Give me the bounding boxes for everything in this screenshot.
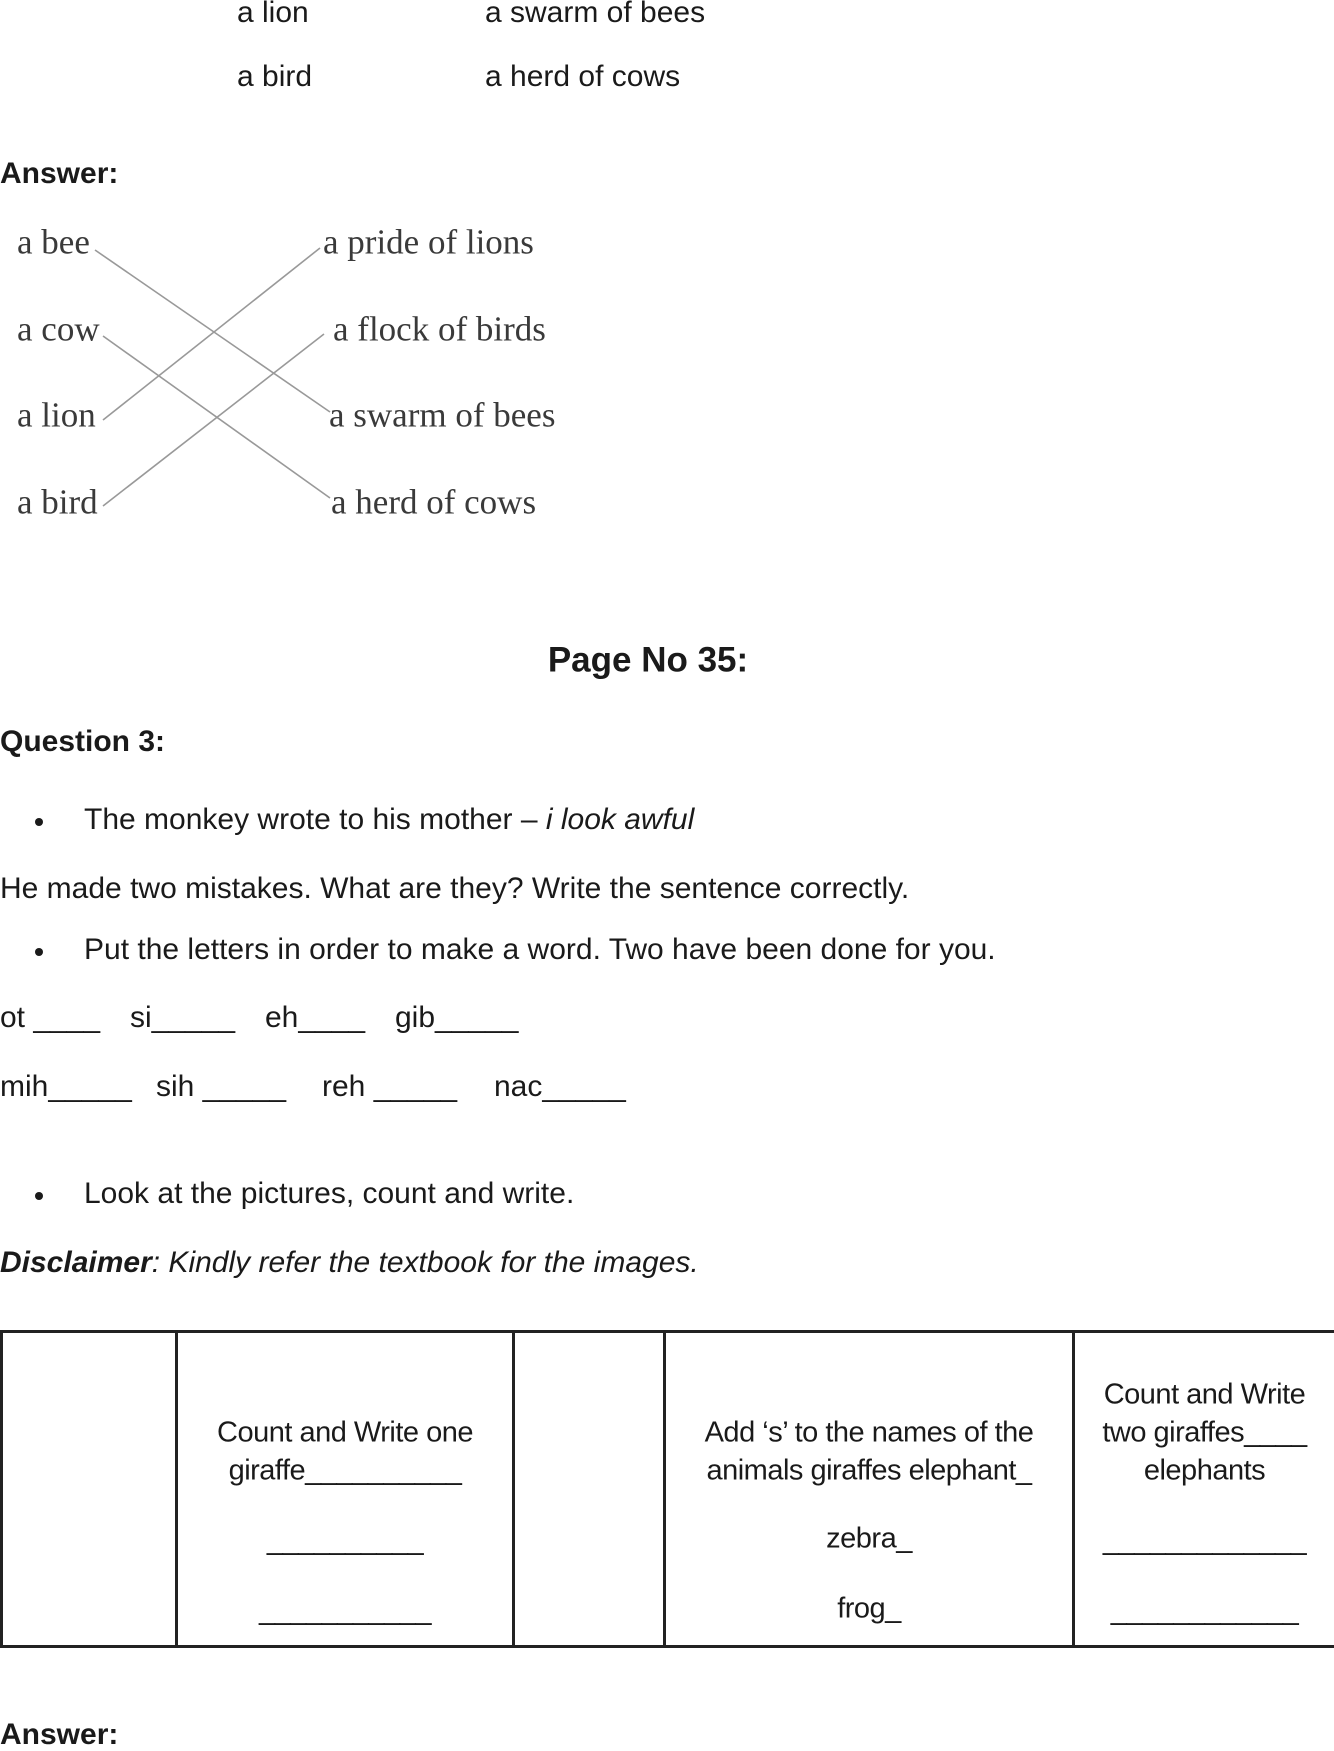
- match-left-item: a lion: [17, 398, 96, 433]
- scrambled-word: reh _____: [322, 1072, 457, 1102]
- match-right-item: a herd of cows: [331, 485, 536, 520]
- cell-text: Count and Write: [1075, 1378, 1334, 1413]
- table-cell-count-two: [1074, 1332, 1334, 1647]
- instruction-text: He made two mistakes. What are they? Write the sentence correctly.: [0, 874, 909, 904]
- cell-text: elephants: [1075, 1454, 1334, 1489]
- scrambled-word: gib_____: [395, 1003, 518, 1033]
- bullet-icon: [35, 948, 43, 956]
- cell-text: animals giraffes elephant_: [666, 1454, 1072, 1489]
- answer-label: Answer:: [0, 1720, 118, 1750]
- answer-blank: __________: [178, 1524, 512, 1559]
- matching-lines: [0, 0, 700, 560]
- scrambled-word: eh____: [265, 1003, 365, 1033]
- page-heading: Page No 35:: [548, 643, 748, 678]
- cell-text: Count and Write one: [178, 1416, 512, 1451]
- bullet-text-italic: i look awful: [546, 803, 694, 836]
- option-left: a bird: [237, 62, 312, 92]
- bullet-text: Look at the pictures, count and write.: [84, 1179, 574, 1209]
- exercise-table: [0, 1330, 1334, 1648]
- disclaimer-label: Disclaimer: [0, 1246, 152, 1279]
- match-right-item: a swarm of bees: [329, 398, 555, 433]
- match-left-item: a bird: [17, 485, 98, 520]
- match-right-item: a flock of birds: [333, 312, 546, 347]
- option-left: a lion: [237, 0, 309, 28]
- option-right: a herd of cows: [485, 62, 680, 92]
- question-label: Question 3:: [0, 727, 165, 757]
- table-cell-count-one: [177, 1332, 514, 1647]
- match-line-lion-lions: [103, 248, 320, 420]
- bullet-text: Put the letters in order to make a word. Two have been done for you.: [84, 935, 996, 965]
- cell-text: Add ‘s’ to the names of the: [666, 1416, 1072, 1451]
- scrambled-word: ot ____: [0, 1003, 100, 1033]
- cell-text: two giraffes____: [1075, 1416, 1334, 1451]
- cell-text: giraffe__________: [178, 1454, 512, 1489]
- match-line-bee-bees: [95, 250, 330, 412]
- answer-blank: ____________: [1075, 1594, 1334, 1629]
- scrambled-word: sih _____: [156, 1072, 286, 1102]
- table-cell-image: [514, 1332, 665, 1647]
- cell-text: zebra_: [666, 1522, 1072, 1557]
- scrambled-word: nac_____: [494, 1072, 626, 1102]
- answer-blank: _____________: [1075, 1524, 1334, 1559]
- scrambled-word: mih_____: [0, 1072, 132, 1102]
- table-cell-add-s: [665, 1332, 1074, 1647]
- bullet-text-main: The monkey wrote to his mother –: [84, 803, 546, 836]
- table-cell-image: [2, 1332, 177, 1647]
- bullet-icon: [35, 818, 43, 826]
- disclaimer: [0, 1248, 699, 1278]
- answer-label: Answer:: [0, 159, 118, 189]
- bullet-icon: [35, 1192, 43, 1200]
- scrambled-word: si_____: [130, 1003, 235, 1033]
- cell-text: frog_: [666, 1592, 1072, 1627]
- option-right: a swarm of bees: [485, 0, 705, 28]
- match-right-item: a pride of lions: [323, 225, 534, 260]
- answer-blank: ___________: [178, 1594, 512, 1629]
- match-left-item: a cow: [17, 312, 100, 347]
- disclaimer-text: : Kindly refer the textbook for the images.: [152, 1246, 699, 1279]
- match-left-item: a bee: [17, 225, 90, 260]
- bullet-text: [84, 805, 694, 835]
